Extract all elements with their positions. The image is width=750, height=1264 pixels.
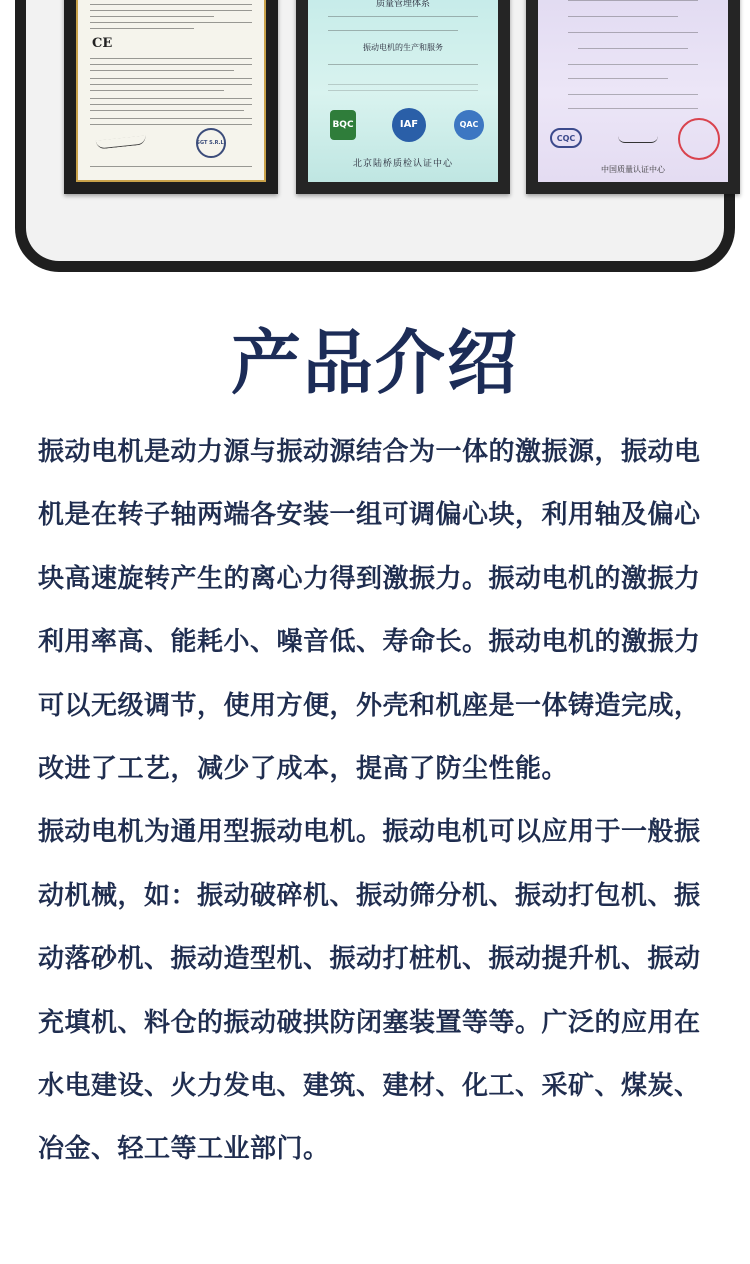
ccc-certificate xyxy=(526,0,740,194)
bqc-logo: BQC xyxy=(330,110,356,140)
certificate-system: 质量管理体系 xyxy=(375,0,430,9)
certification-center: 北京陆桥质检认证中心 xyxy=(352,159,453,169)
certification-center: 中国质量认证中心 xyxy=(601,165,665,174)
certificate-frame xyxy=(15,0,735,272)
product-description xyxy=(38,421,714,1182)
description-paragraph: 振动电机为通用型振动电机。振动电机可以应用于一般振动机械，如：振动破碎机、振动筛分机、振动打包机、振动落砂机、振动造型机、振动打桩机、振动提升机、振动充填机、料仓的振动破拱防闭塞装置等等。广泛的应用在水电建设、火力发电、建筑、建材、化工、采矿、煤炭、冶金、轻工等工业部门。 xyxy=(38,817,701,1165)
description-paragraph: 振动电机是动力源与振动源结合为一体的激振源，振动电机是在转子轴两端各安装一组可调偏心块，利用轴及偏心块高速旋转产生的离心力得到激振力。振动电机的激振力利用率高、能耗小、噪音低、寿命长。振动电机的激振力可以无级调节，使用方便，外壳和机座是一体铸造完成，改进了工艺，减少了成本，提高了防尘性能。 xyxy=(38,437,701,785)
section-heading: 产品介绍 xyxy=(231,322,519,404)
certificate-scope: 振动电机的生产和服务 xyxy=(363,43,443,52)
seal-text: SGT S.R.L. xyxy=(196,140,226,146)
ce-certificate: CE SGT S.R.L. xyxy=(64,0,278,194)
iaf-logo: IAF xyxy=(392,108,426,142)
qac-logo: QAC xyxy=(454,110,484,140)
quality-certificate xyxy=(296,0,510,194)
cqc-logo: CQC xyxy=(550,128,582,148)
